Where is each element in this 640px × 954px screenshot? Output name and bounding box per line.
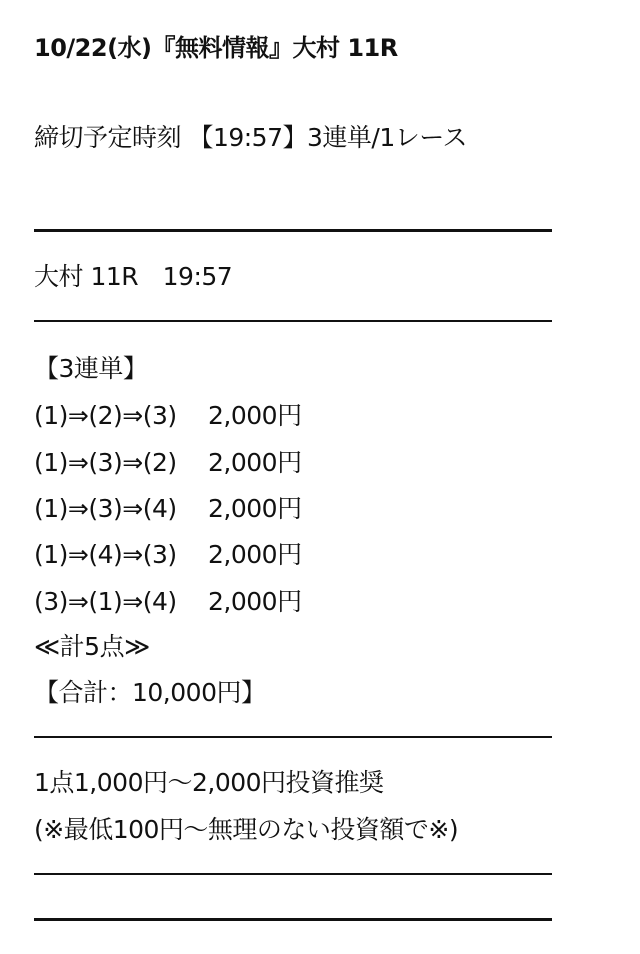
bet-amount: 2,000円: [208, 448, 302, 477]
bet-amount: 2,000円: [208, 587, 302, 616]
divider: [34, 873, 552, 875]
bet-amount: 2,000円: [208, 540, 302, 569]
bet-amount: 2,000円: [208, 494, 302, 523]
investment-recommendation: 1点1,000円～2,000円投資推奨: [34, 768, 384, 797]
deadline-text: 締切予定時刻 【19:57】3連単/1レース: [34, 123, 467, 152]
bet-row: [34, 448, 302, 478]
divider: [34, 736, 552, 738]
bet-count: ≪計5点≫: [34, 632, 150, 661]
bet-row: [34, 494, 302, 524]
bet-total: 【合計：10,000円】: [34, 678, 266, 707]
bet-combo: (1)⇒(3)⇒(2): [34, 448, 177, 477]
bet-row: [34, 540, 302, 570]
investment-note: (※最低100円～無理のない投資額で※): [34, 815, 459, 844]
bet-row: [34, 587, 302, 617]
divider: [34, 229, 552, 232]
bet-amount: 2,000円: [208, 401, 302, 430]
divider: [34, 320, 552, 322]
bet-combo: (3)⇒(1)⇒(4): [34, 587, 177, 616]
race-label: 大村 11R 19:57: [34, 262, 233, 291]
page-title: 10/22(水)『無料情報』大村 11R: [34, 34, 398, 62]
bet-row: [34, 401, 302, 431]
bet-combo: (1)⇒(3)⇒(4): [34, 494, 177, 523]
bet-combo: (1)⇒(4)⇒(3): [34, 540, 177, 569]
bet-type-heading: 【3連単】: [34, 354, 148, 383]
bet-combo: (1)⇒(2)⇒(3): [34, 401, 177, 430]
divider: [34, 918, 552, 921]
